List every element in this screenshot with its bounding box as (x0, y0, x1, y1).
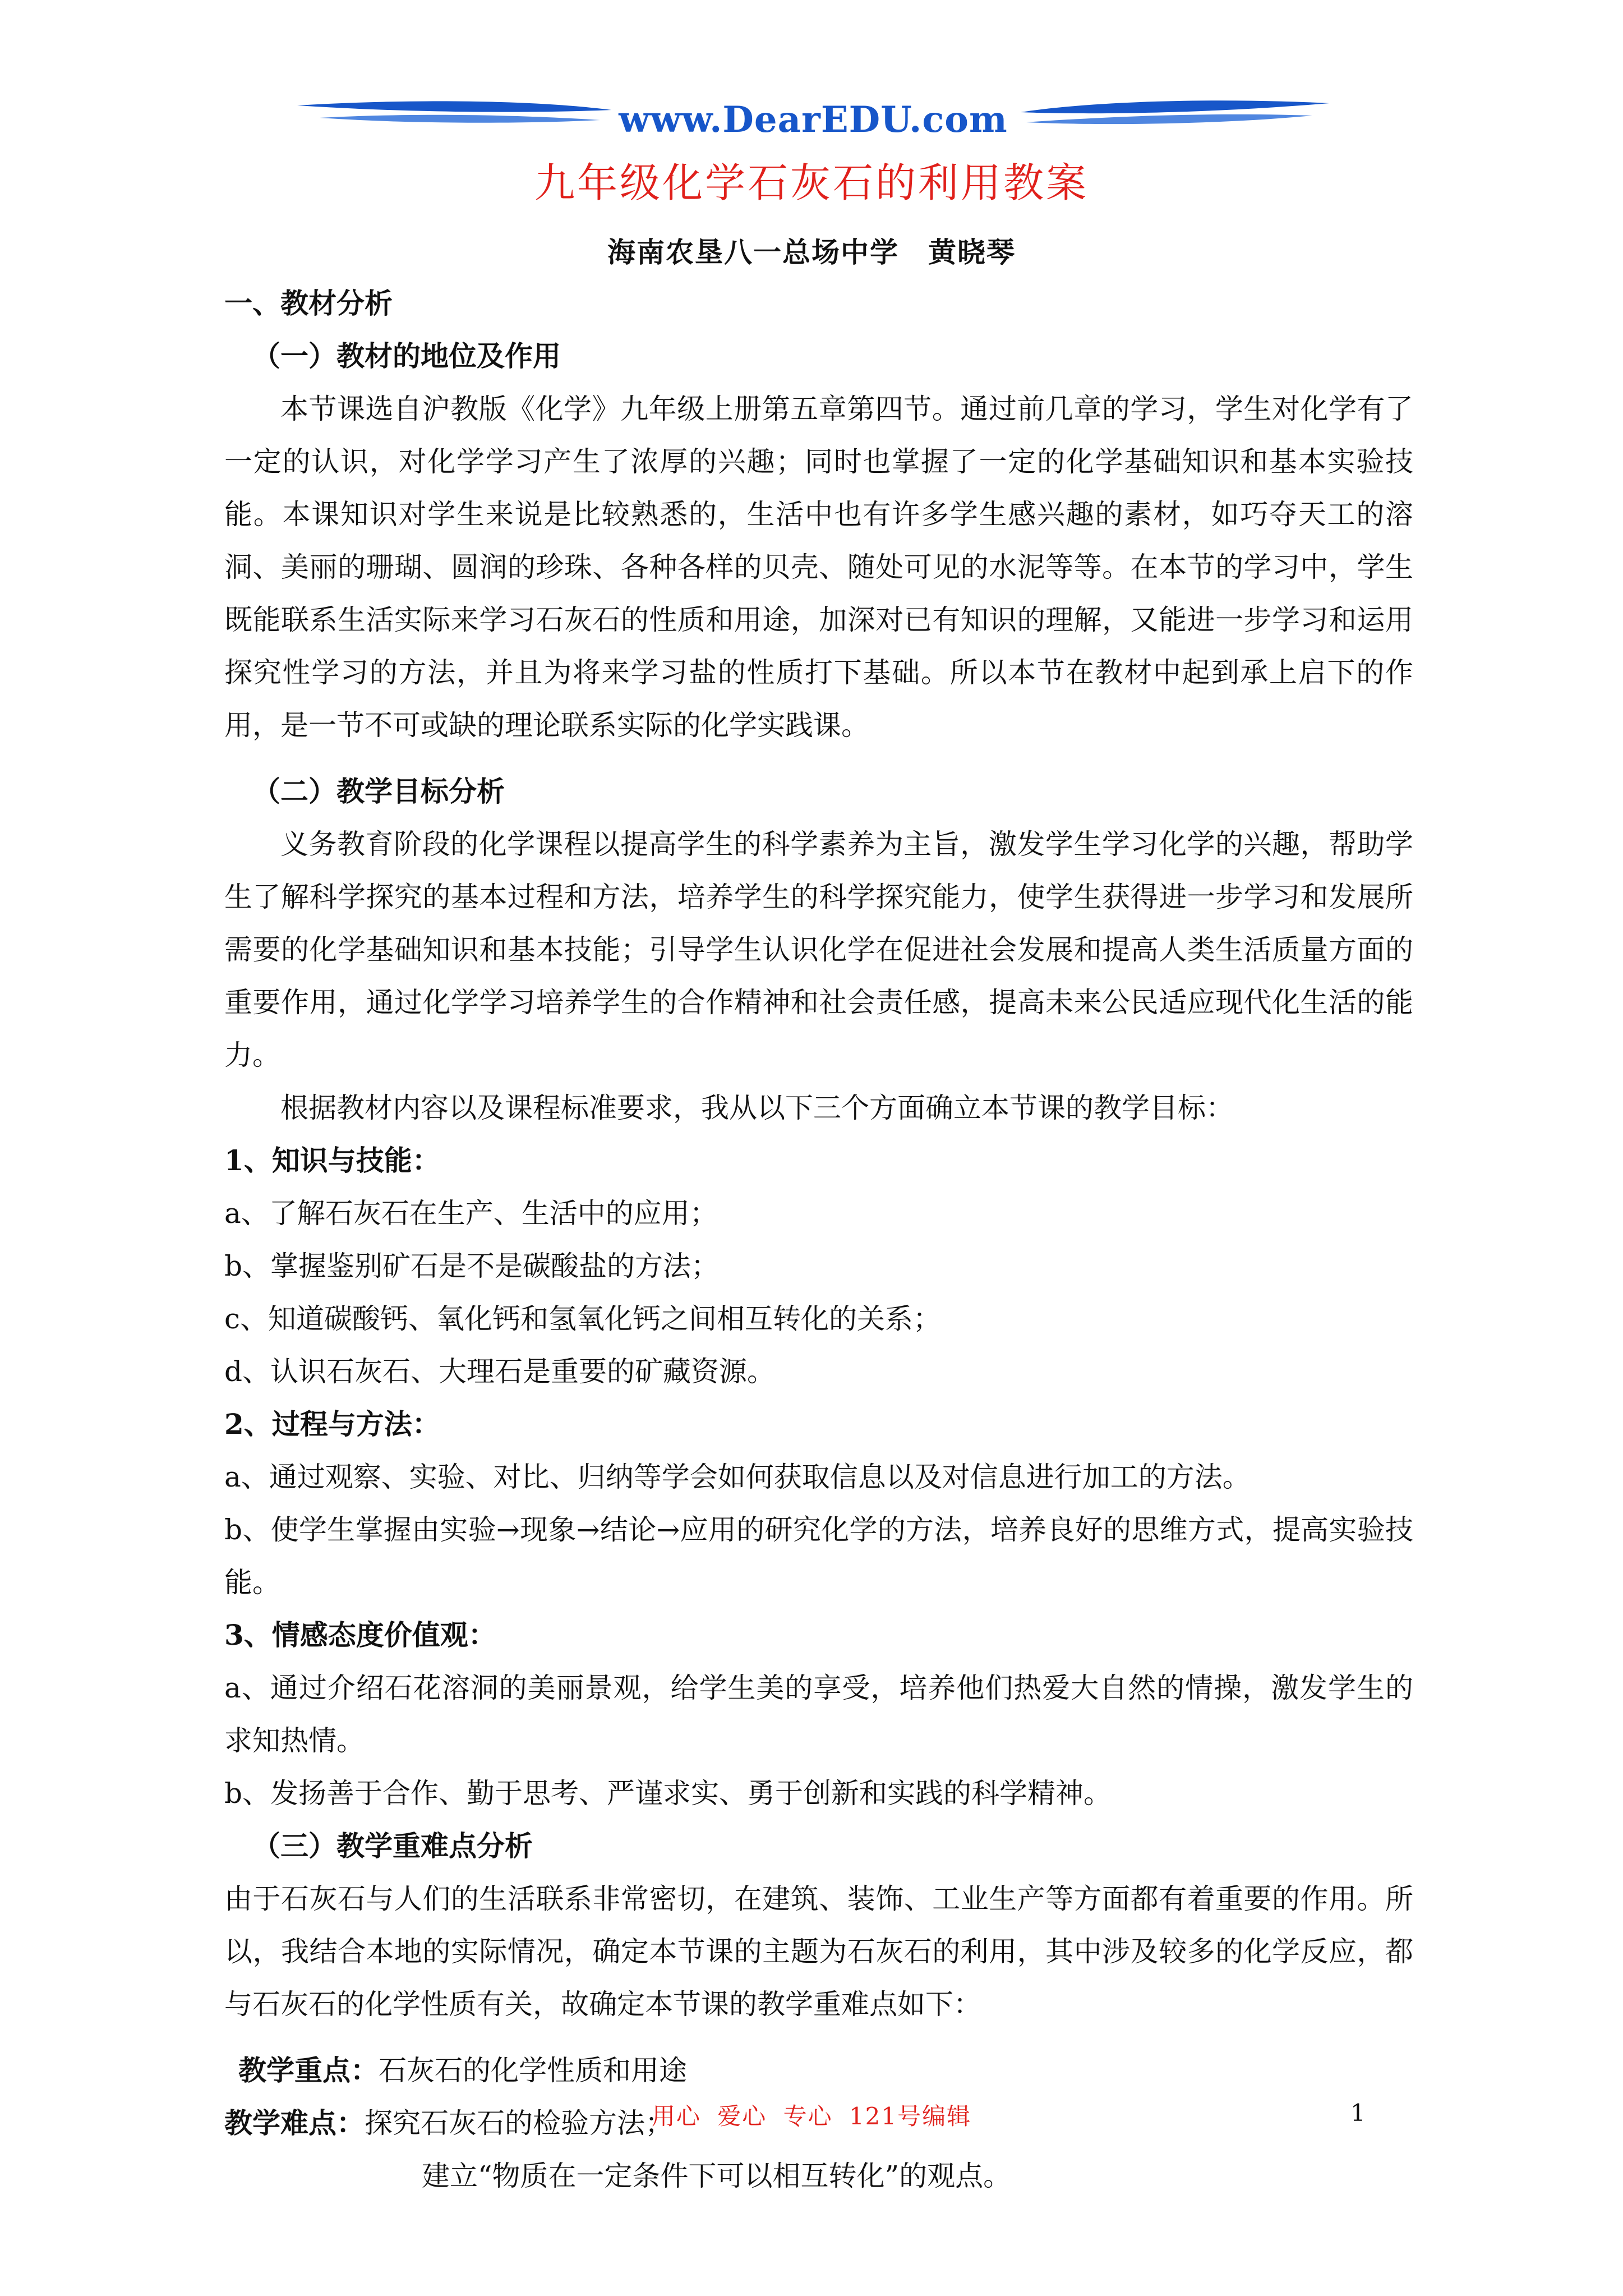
difficulty-text-2: 建立“物质在一定条件下可以相互转化”的观点。 (422, 2160, 1012, 2192)
goal-item: a、了解石灰石在生产、生活中的应用； (224, 1197, 718, 1230)
paragraph-1-2: 义务教育阶段的化学课程以提高学生的科学素养为主旨，激发学生学习化学的兴趣，帮助学生了解科学探究的基本过程和方法，培养学生的科学探究能力，使学生获得进一步学习和发展所需要的化学基础知识和基本技能；引导学生认识化学在促进社会发展和提高人类生活质量方面的重要作用，通过化学学习培养学生的合作精神和社会责任感，提高未来公民适应现代化生活的能力。 (224, 828, 1413, 1071)
goal-item: d、认识石灰石、大理石是重要的矿藏资源。 (224, 1355, 776, 1388)
paragraph-1-1: 本节课选自沪教版《化学》九年级上册第五章第四节。通过前几章的学习，学生对化学有了一定的认识，对化学学习产生了浓厚的兴趣；同时也掌握了一定的化学基础知识和基本实验技能。本课知识对学生来说是比较熟悉的，生活中也有许多学生感兴趣的素材，如巧夺天工的溶洞、美丽的珊瑚、圆润的珍珠、各种各样的贝壳、随处可见的水泥等等。在本节的学习中，学生既能联系生活实际来学习石灰石的性质和用途，加深对已有知识的理解，又能进一步学习和运用探究性学习的方法，并且为将来学习盐的性质打下基础。所以本节在教材中起到承上启下的作用，是一节不可或缺的理论联系实际的化学实践课。 (224, 393, 1413, 742)
page-footer: 用心 爱心 专心 121号编辑 (651, 2102, 972, 2130)
goal-item: a、通过介绍石花溶洞的美丽景观，给学生美的享受，培养他们热爱大自然的情操，激发学生的求知热情。 (224, 1672, 1413, 1757)
subsection-heading-1-1: （一）教材的地位及作用 (252, 339, 561, 372)
document-title: 九年级化学石灰石的利用教案 (534, 159, 1089, 206)
document-body (224, 277, 1413, 2202)
goal-heading-process: 2、过程与方法： (224, 1407, 440, 1441)
site-url: www.DearEDU.com (619, 99, 1008, 141)
paragraph-1-3: 由于石灰石与人们的生活联系非常密切，在建筑、装饰、工业生产等方面都有着重要的作用。所以，我结合本地的实际情况，确定本节课的主题为石灰石的利用，其中涉及较多的化学反应，都与石灰石的化学性质有关，故确定本节课的教学重难点如下： (224, 1883, 1413, 2021)
goal-item: b、发扬善于合作、勤于思考、严谨求实、勇于创新和实践的科学精神。 (224, 1777, 1112, 1810)
key-point-label: 教学重点： (238, 2054, 379, 2087)
goal-item: a、通过观察、实验、对比、归纳等学会如何获取信息以及对信息进行加工的方法。 (224, 1461, 1251, 1493)
goal-heading-knowledge: 1、知识与技能： (224, 1144, 440, 1177)
difficulty-text: 探究石灰石的检验方法； (365, 2107, 673, 2139)
goal-item: b、使学生掌握由实验→现象→结论→应用的研究化学的方法，培养良好的思维方式，提高实验技能。 (224, 1513, 1413, 1599)
page-number: 1 (1350, 2099, 1366, 2127)
subsection-heading-1-2: （二）教学目标分析 (252, 775, 505, 808)
site-banner (297, 95, 1329, 146)
difficulty-label: 教学难点： (224, 2106, 365, 2139)
paragraph-1-2-intro: 根据教材内容以及课程标准要求，我从以下三个方面确立本节课的教学目标： (280, 1092, 1234, 1124)
document-author: 海南农垦八一总场中学 黄晓琴 (607, 236, 1016, 269)
goal-heading-attitude: 3、情感态度价值观： (224, 1618, 496, 1651)
section-heading-1: 一、教材分析 (224, 287, 393, 320)
key-point-text: 石灰石的化学性质和用途 (379, 2054, 687, 2087)
goal-item: c、知道碳酸钙、氧化钙和氢氧化钙之间相互转化的关系； (224, 1303, 942, 1335)
key-point-row (224, 2044, 1413, 2097)
goal-item: b、掌握鉴别矿石是不是碳酸盐的方法； (224, 1250, 720, 1282)
subsection-heading-1-3: （三）教学重难点分析 (252, 1829, 533, 1862)
